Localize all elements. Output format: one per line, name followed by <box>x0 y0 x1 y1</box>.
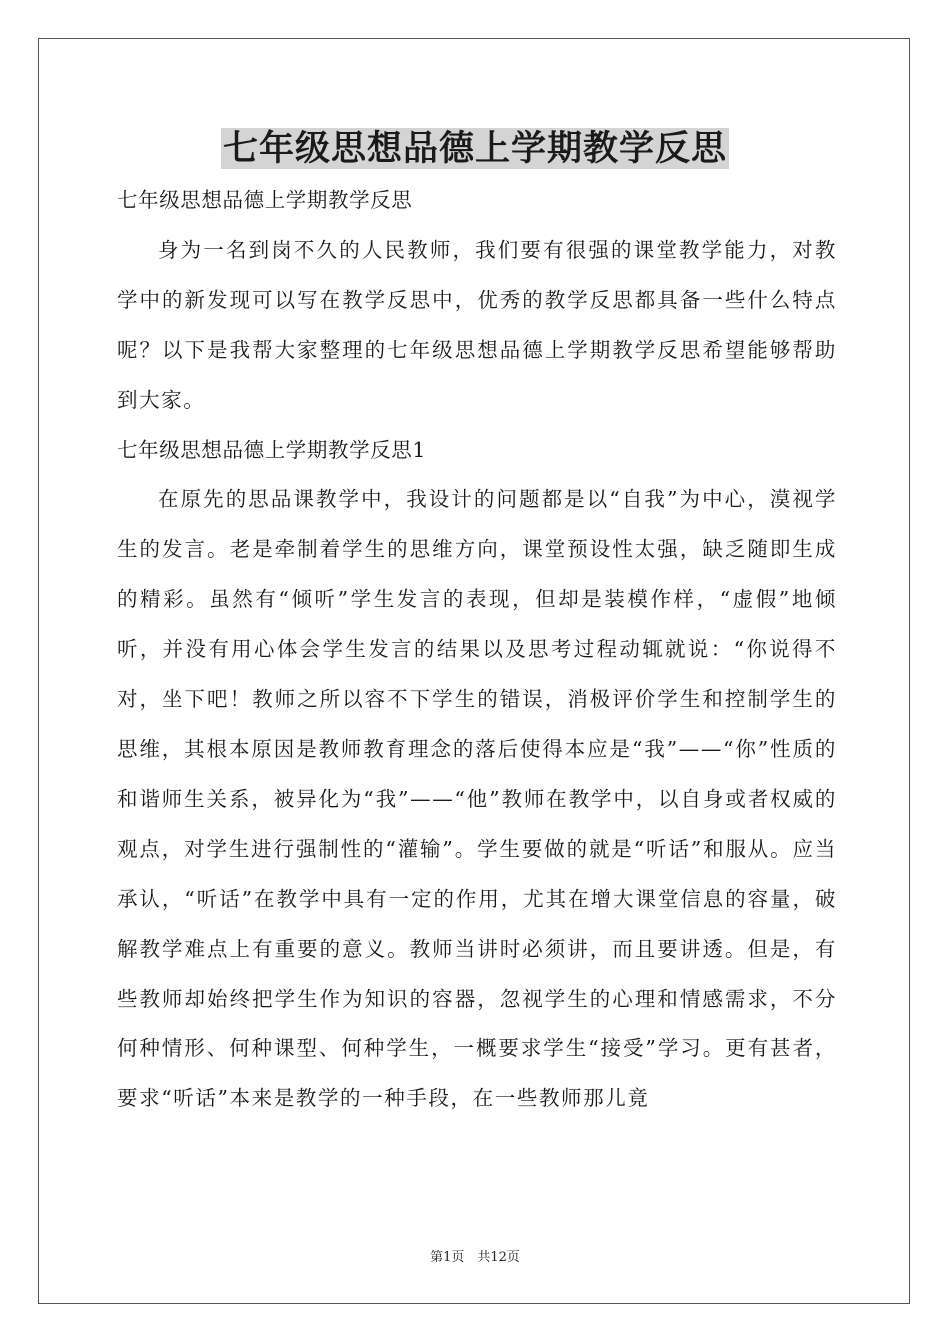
section-heading: 七年级思想品德上学期教学反思1 <box>117 437 427 462</box>
page-footer <box>0 1246 950 1265</box>
body-paragraph: 在原先的思品课教学中，我设计的问题都是以“自我”为中心，漠视学生的发言。老是牵制着学生的思维方向，课堂预设性太强，缺乏随即生成的精彩。虽然有“倾听”学生发言的表现，但却是装模作样，“虚假”地倾听，并没有用心体会学生发言的结果以及思考过程动辄就说：“你说得不对，坐下吧！教师之所以容不下学生的错误，消极评价学生和控制学生的思维，其根本原因是教师教育理念的落后使得本应是“我”——“你”性质的和谐师生关系，被异化为“我”——“他”教师在教学中，以自身或者权威的观点，对学生进行强制性的“灌输”。学生要做的就是“听话”和服从。应当承认，“听话”在教学中具有一定的作用，尤其在增大课堂信息的容量，破解教学难点上有重要的意义。教师当讲时必须讲，而且要讲透。但是，有些教师却始终把学生作为知识的容器，忽视学生的心理和情感需求，不分何种情形、何种课型、何种学生，一概要求学生“接受”学习。更有甚者，要求“听话”本来是教学的一种手段，在一些教师那儿竟 <box>117 487 837 1111</box>
page-number: 第1页 共12页 <box>430 1250 520 1265</box>
intro-paragraph: 身为一名到岗不久的人民教师，我们要有很强的课堂教学能力，对教学中的新发现可以写在教学反思中，优秀的教学反思都具备一些什么特点呢？以下是我帮大家整理的七年级思想品德上学期教学反思希望能够帮助到大家。 <box>117 237 837 412</box>
section-heading: 七年级思想品德上学期教学反思 <box>117 188 413 212</box>
document-title-text: 七年级思想品德上学期教学反思 <box>222 128 727 169</box>
document-body <box>117 176 837 1124</box>
document-title <box>0 126 950 172</box>
